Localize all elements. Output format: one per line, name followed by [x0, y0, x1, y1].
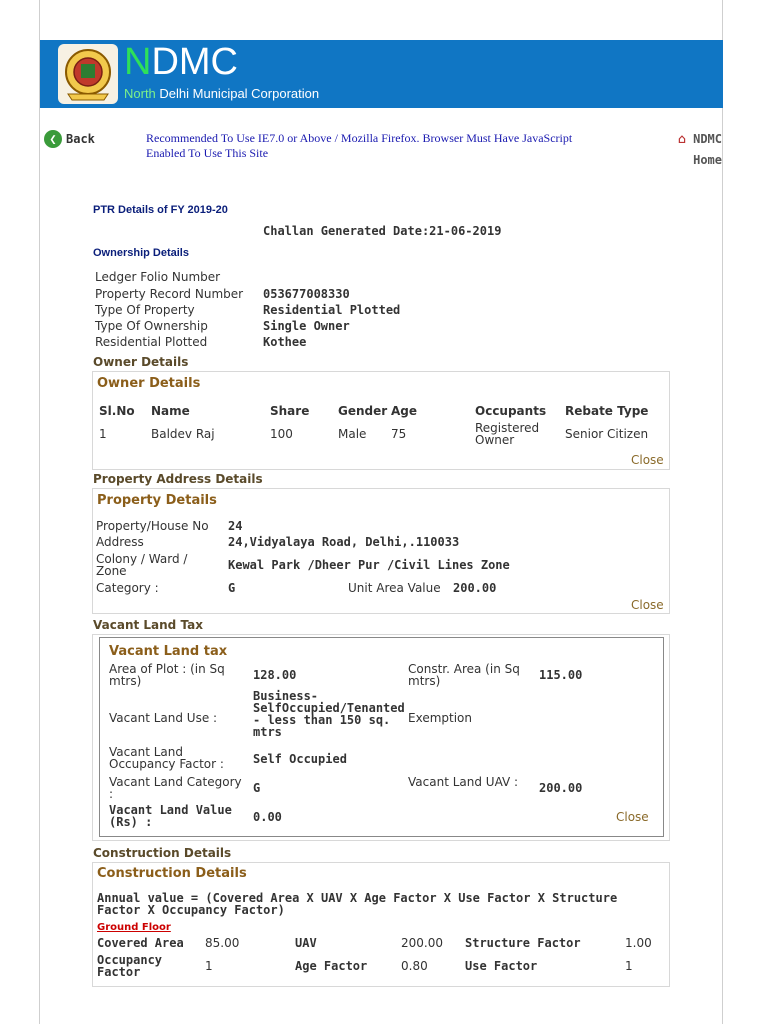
- owner-col-rebate: Rebate Type: [565, 404, 649, 418]
- exemption-label: Exemption: [408, 711, 472, 725]
- owner-box-title: Owner Details: [97, 376, 201, 391]
- residential-plotted-value: Kothee: [263, 335, 307, 349]
- ownership-heading: Ownership Details: [93, 247, 189, 259]
- browser-notice: Recommended To Use IE7.0 or Above / Mozilla Firefox. Browser Must Have JavaScript Enabled To Use This Site: [146, 131, 573, 160]
- vacant-category-value: G: [253, 781, 261, 795]
- owner-col-occupants: Occupants: [475, 404, 547, 418]
- category-label: Category :: [96, 581, 159, 595]
- owner-row-slno: 1: [99, 427, 107, 441]
- vacant-value-label: Vacant Land Value (Rs) :: [109, 803, 232, 829]
- area-plot-label: Area of Plot : (in Sq mtrs): [109, 662, 225, 688]
- vacant-uav-label: Vacant Land UAV :: [408, 775, 519, 789]
- vacant-section-title: Vacant Land Tax: [93, 618, 203, 632]
- owner-col-share: Share: [270, 404, 310, 418]
- prn-value: 053677008330: [263, 287, 350, 301]
- unit-area-value-label: Unit Area Value: [348, 581, 441, 595]
- category-value: G: [228, 581, 236, 595]
- colony-label: Colony / Ward / Zone: [96, 552, 188, 578]
- vacant-land-use-value: Business-SelfOccupied/Tenanted - less than 150 sq. mtrs: [253, 689, 405, 739]
- house-value: 24: [228, 519, 243, 533]
- ptr-title: PTR Details of FY 2019-20: [93, 204, 228, 216]
- prn-label: Property Record Number: [95, 287, 244, 301]
- vacant-close-link[interactable]: Close: [616, 810, 649, 824]
- owner-col-age: Age: [391, 404, 418, 418]
- residential-plotted-label: Residential Plotted: [95, 335, 208, 349]
- brand-n: N: [124, 41, 152, 83]
- vacant-value: 0.00: [253, 810, 282, 824]
- type-ownership-value: Single Owner: [263, 319, 350, 333]
- brand-sub-north: North: [124, 86, 156, 101]
- owner-col-gender: Gender: [338, 404, 388, 418]
- owner-row-occupants: Registered Owner: [475, 421, 540, 447]
- constr-area-value: 115.00: [539, 668, 583, 682]
- occupancy-factor-value: Self Occupied: [253, 752, 347, 766]
- construction-section-title: Construction Details: [93, 846, 232, 860]
- owner-row-rebate: Senior Citizen: [565, 427, 649, 441]
- type-ownership-label: Type Of Ownership: [95, 319, 208, 333]
- owner-section-title: Owner Details: [93, 355, 189, 369]
- uav-label: UAV: [295, 936, 317, 950]
- age-factor-label: Age Factor: [295, 959, 368, 973]
- brand-subtitle: [124, 86, 319, 101]
- brand-title: [124, 40, 238, 84]
- area-plot-value: 128.00: [253, 668, 297, 682]
- address-label: Address: [96, 535, 144, 549]
- use-factor-value: 1: [625, 959, 633, 973]
- structure-factor-label: Structure Factor: [465, 936, 581, 950]
- vacant-box-title: Vacant Land tax: [109, 644, 228, 659]
- challan-date: Challan Generated Date:21-06-2019: [263, 224, 502, 238]
- address-value: 24,Vidyalaya Road, Delhi,.110033: [228, 535, 460, 549]
- occupancy-factor-label: Vacant Land Occupancy Factor :: [109, 745, 224, 771]
- home-brand: NDMC: [693, 132, 722, 146]
- property-box-title: Property Details: [97, 493, 217, 508]
- address-section-title: Property Address Details: [93, 472, 263, 486]
- colony-value: Kewal Park /Dheer Pur /Civil Lines Zone: [228, 558, 510, 572]
- vacant-uav-value: 200.00: [539, 781, 583, 795]
- property-close-link[interactable]: Close: [631, 598, 664, 612]
- use-factor-label: Use Factor: [465, 959, 538, 973]
- back-link[interactable]: [44, 130, 95, 148]
- house-label: Property/House No: [96, 519, 209, 533]
- annual-value-formula: Annual value = (Covered Area X UAV X Age Factor X Use Factor X Structure Factor X Occupancy Factor): [97, 891, 618, 917]
- ndmc-emblem-logo: [58, 44, 118, 104]
- ledger-label: Ledger Folio Number: [95, 270, 221, 284]
- owner-col-slno: Sl.No: [99, 404, 135, 418]
- home-icon: ⌂: [678, 132, 686, 147]
- uav-value: 200.00: [401, 936, 443, 950]
- unit-area-value: 200.00: [453, 581, 497, 595]
- owner-row-share: 100: [270, 427, 293, 441]
- home-label: Home: [693, 153, 722, 167]
- occupancy-label: Occupancy Factor: [97, 953, 163, 979]
- type-property-value: Residential Plotted: [263, 303, 401, 317]
- owner-row-age: 75: [391, 427, 407, 441]
- home-link[interactable]: [658, 129, 722, 170]
- age-factor-value: 0.80: [401, 959, 428, 973]
- back-label: Back: [66, 132, 95, 146]
- ground-floor-link[interactable]: Ground Floor: [97, 922, 171, 933]
- owner-close-link[interactable]: Close: [631, 453, 664, 467]
- owner-row-name: Baldev Raj: [151, 427, 215, 441]
- covered-area-label: Covered Area: [97, 936, 184, 950]
- construction-box-title: Construction Details: [97, 866, 247, 881]
- vacant-land-use-label: Vacant Land Use :: [109, 711, 218, 725]
- vacant-category-label: Vacant Land Category :: [109, 775, 242, 801]
- constr-area-label: Constr. Area (in Sq mtrs): [408, 662, 520, 688]
- owner-col-name: Name: [151, 404, 190, 418]
- brand-rest: DMC: [151, 41, 238, 83]
- type-property-label: Type Of Property: [95, 303, 195, 317]
- covered-area-value: 85.00: [205, 936, 240, 950]
- brand-sub-rest: Delhi Municipal Corporation: [155, 86, 320, 101]
- owner-row-gender: Male: [338, 427, 367, 441]
- structure-factor-value: 1.00: [625, 936, 652, 950]
- back-arrow-icon: ❮: [44, 130, 62, 148]
- occupancy-value: 1: [205, 959, 213, 973]
